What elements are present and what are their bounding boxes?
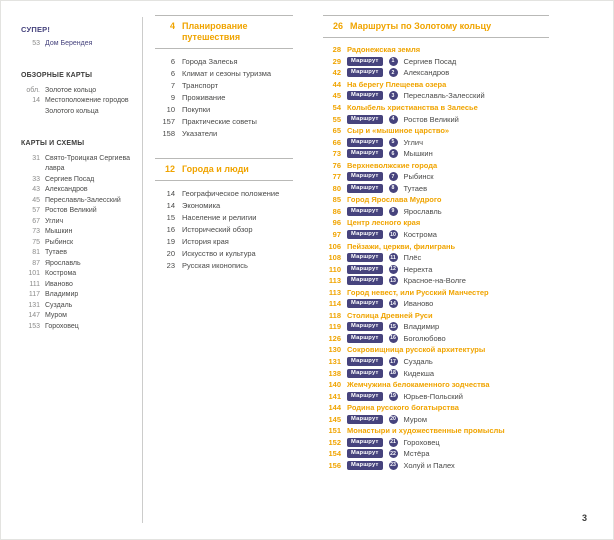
entry-label: Углич (45, 217, 64, 225)
toc-entry (155, 80, 293, 92)
route-entry-row (323, 171, 549, 183)
sidebar-super-section (21, 25, 133, 49)
route-city-label: Кострома (403, 230, 437, 240)
sidebar-entry (21, 154, 133, 175)
entry-page-number: 158 (162, 129, 175, 138)
route-heading-label: Колыбель христианства в Залесье (347, 103, 478, 112)
toc-section-page-number: 12 (164, 164, 175, 174)
route-badge: Маршрут (347, 392, 383, 401)
route-number-circle: 13 (390, 277, 396, 284)
sidebar-section-title: КАРТЫ И СХЕМЫ (21, 140, 85, 147)
entry-page-number: 113 (328, 287, 341, 297)
entry-page-number: 20 (166, 249, 175, 258)
sidebar-entry (21, 238, 133, 249)
route-badge: Маршрут (347, 334, 383, 343)
route-heading-row (323, 102, 549, 114)
route-city-label: Иваново (403, 299, 434, 309)
route-badge: Маршрут (347, 322, 383, 331)
entry-page-number: 110 (328, 264, 341, 274)
route-number-circle: 6 (389, 149, 398, 158)
route-heading-row (323, 159, 549, 171)
entry-page-number: 65 (332, 126, 341, 136)
route-entry-row (323, 263, 549, 275)
route-number-circle: 17 (390, 358, 396, 365)
toc-entry (155, 248, 293, 260)
route-entry-row (323, 229, 549, 241)
entry-page-number: 126 (328, 333, 341, 343)
route-number-circle: 20 (390, 416, 396, 423)
entry-label: Русская иконопись (182, 261, 248, 270)
toc-entry (155, 92, 293, 104)
entry-page-number: 9 (170, 93, 175, 102)
toc-entry (155, 68, 293, 80)
route-number-circle: 16 (390, 335, 396, 342)
route-badge: Маршрут (347, 253, 383, 262)
route-number-circle: 11 (390, 254, 396, 261)
route-badge: Маршрут (347, 299, 383, 308)
entry-label: Города Залесья (182, 57, 238, 66)
entry-page-number: 147 (28, 312, 40, 319)
entry-page-number: 54 (332, 103, 341, 112)
toc-section (155, 15, 293, 140)
route-city-label: Ростов Великий (403, 114, 459, 124)
entry-page-number: 113 (328, 276, 341, 286)
route-number-circle: 3 (389, 91, 398, 100)
entry-page-number: 141 (328, 391, 341, 401)
entry-page-number: 131 (28, 301, 40, 309)
route-city-label: Муром (403, 414, 427, 424)
route-entry-row (323, 67, 549, 79)
sidebar-entry (21, 259, 133, 270)
entry-page-number: 97 (332, 230, 341, 240)
route-heading-label: Монастыри и художественные промыслы (347, 426, 505, 436)
entry-page-number: 81 (32, 249, 40, 256)
entry-label: Географическое положение (182, 189, 280, 198)
route-heading-row (323, 286, 549, 298)
routes-list (323, 44, 549, 471)
entry-label: Транспорт (182, 81, 219, 90)
entry-label: Тутаев (45, 249, 68, 256)
route-heading-label: Город невест, или Русский Манчестер (347, 287, 489, 297)
route-badge: Маршрут (347, 438, 383, 447)
column-divider (142, 17, 143, 523)
entry-label: Золотое кольцо (45, 86, 97, 94)
entry-label: Климат и сезоны туризма (182, 69, 272, 78)
entry-page-number: 29 (332, 56, 341, 66)
route-heading-label: Жемчужина белокаменного зодчества (347, 380, 490, 390)
entry-page-number: 111 (29, 280, 40, 288)
entry-label: Гороховец (45, 322, 79, 330)
toc-items (155, 56, 293, 140)
sidebar-entry (21, 206, 133, 217)
route-heading-row (323, 310, 549, 322)
entry-label: Покупки (182, 105, 211, 114)
entry-page-number: 57 (32, 207, 40, 214)
route-badge: Маршрут (347, 369, 383, 378)
toc-entry (155, 104, 293, 116)
route-number-circle: 18 (390, 370, 396, 377)
route-badge: Маршрут (347, 276, 383, 285)
toc-entry (155, 116, 293, 128)
route-city-label: Переславль-Залесский (403, 91, 485, 101)
entry-page-number: 106 (328, 241, 341, 251)
route-badge: Маршрут (347, 172, 383, 181)
sidebar-entry (21, 280, 133, 291)
route-entry-row (323, 90, 549, 102)
sidebar-sections (21, 71, 133, 332)
entry-page-number: 55 (332, 114, 341, 124)
route-entry-row (323, 148, 549, 160)
entry-label: Дом Берендея (45, 39, 93, 47)
entry-page-number: 7 (170, 81, 175, 90)
entry-label: Местоположение городов Золотого кольца (45, 97, 129, 115)
entry-label: Мышкин (45, 228, 73, 235)
entry-label: Владимир (45, 291, 79, 298)
entry-page-number: 66 (332, 137, 341, 147)
sidebar-entry (21, 196, 133, 207)
route-entry-row (323, 321, 549, 333)
entry-page-number: 53 (32, 39, 40, 47)
routes-section-title: Маршруты по Золотому кольцу (350, 21, 492, 31)
route-city-label: Красное-на-Волге (403, 276, 466, 286)
route-entry-row (323, 448, 549, 460)
route-number-circle: 21 (390, 439, 396, 446)
entry-page-number: 75 (32, 238, 40, 246)
route-entry-row (323, 298, 549, 310)
sidebar-super-items (21, 39, 133, 50)
route-number-circle: 8 (389, 184, 398, 193)
toc-entry (155, 188, 293, 200)
route-number-circle: 12 (390, 266, 396, 273)
entry-label: Переславль-Залесский (45, 196, 121, 204)
entry-page-number: 138 (328, 368, 341, 378)
entry-page-number: 73 (32, 228, 40, 235)
route-number-circle: 10 (390, 231, 396, 238)
entry-page-number: 144 (328, 403, 341, 413)
sidebar-section (21, 71, 133, 117)
route-number-circle: 15 (390, 323, 396, 330)
entry-page-number: 73 (332, 149, 341, 159)
entry-page-number: 131 (328, 357, 341, 367)
entry-page-number: 145 (328, 414, 341, 424)
route-heading-label: Родина русского богатырства (347, 403, 459, 413)
route-badge: Маршрут (347, 449, 383, 458)
sidebar-section-title: ОБЗОРНЫЕ КАРТЫ (21, 72, 93, 79)
route-badge: Маршрут (347, 230, 383, 239)
entry-page-number: обл. (26, 86, 40, 94)
sidebar-entry (21, 322, 133, 333)
entry-page-number: 117 (28, 291, 40, 298)
toc-section-header (155, 15, 293, 49)
route-city-label: Владимир (403, 322, 440, 332)
route-city-label: Александров (403, 68, 450, 78)
entry-page-number: 43 (32, 186, 40, 193)
entry-page-number: 140 (328, 380, 341, 390)
entry-label: Население и религии (182, 213, 257, 222)
toc-entry (155, 56, 293, 68)
entry-page-number: 157 (162, 117, 175, 126)
entry-label: Кострома (45, 270, 77, 277)
entry-label: Сергиев Посад (45, 175, 95, 183)
route-entry-row (323, 206, 549, 218)
entry-page-number: 119 (328, 322, 341, 332)
toc-section-title: Планирование путешествия (182, 21, 248, 42)
toc-column-main (155, 15, 293, 272)
sidebar-entry (21, 227, 133, 238)
route-number-circle: 23 (390, 462, 396, 469)
entry-page-number: 153 (28, 322, 40, 330)
entry-page-number: 19 (166, 237, 175, 246)
entry-label: Свято-Троицкая Сергиева лавра (45, 154, 131, 172)
route-number-circle: 19 (390, 393, 396, 400)
sidebar-entry (21, 86, 133, 97)
entry-label: Александров (45, 186, 88, 193)
toc-section-page-number: 4 (169, 21, 175, 31)
sidebar (21, 25, 133, 332)
entry-page-number: 16 (166, 225, 175, 234)
entry-label: Суздаль (45, 301, 73, 309)
sidebar-entry (21, 301, 133, 312)
route-badge: Маршрут (347, 357, 383, 366)
route-city-label: Суздаль (403, 357, 433, 367)
entry-label: Указатели (182, 129, 218, 138)
entry-page-number: 6 (170, 69, 175, 78)
route-heading-label: На берегу Плещеева озера (347, 79, 447, 89)
route-badge: Маршрут (347, 184, 383, 193)
entry-label: История края (182, 237, 229, 246)
route-badge: Маршрут (347, 115, 383, 124)
route-city-label: Мышкин (403, 149, 433, 159)
entry-page-number: 87 (32, 259, 40, 267)
route-city-label: Углич (403, 137, 423, 147)
route-heading-label: Радонежская земля (347, 45, 421, 55)
route-number-circle: 22 (390, 450, 396, 457)
route-entry-row (323, 356, 549, 368)
route-heading-row (323, 79, 549, 91)
route-heading-row (323, 240, 549, 252)
entry-page-number: 130 (328, 345, 341, 355)
entry-page-number: 45 (332, 91, 341, 101)
route-city-label: Нерехта (403, 264, 433, 274)
entry-page-number: 6 (170, 57, 175, 66)
route-badge: Маршрут (347, 57, 383, 66)
toc-entry (155, 224, 293, 236)
toc-section-header (155, 158, 293, 181)
sidebar-entry (21, 311, 133, 322)
entry-page-number: 10 (166, 105, 175, 114)
entry-page-number: 108 (328, 253, 341, 263)
route-city-label: Мстёра (403, 449, 430, 459)
toc-items (155, 188, 293, 272)
entry-page-number: 96 (332, 218, 341, 228)
entry-page-number: 14 (166, 201, 175, 210)
route-number-circle: 4 (389, 115, 398, 124)
toc-entry (155, 200, 293, 212)
entry-page-number: 77 (332, 172, 341, 182)
entry-label: Искусство и культура (182, 249, 256, 258)
route-number-circle: 5 (389, 138, 398, 147)
route-badge: Маршрут (347, 91, 383, 100)
entry-page-number: 23 (166, 261, 175, 270)
sidebar-entry (21, 269, 133, 280)
route-heading-row (323, 379, 549, 391)
entry-page-number: 85 (332, 195, 341, 205)
entry-label: Рыбинск (45, 238, 74, 246)
entry-page-number: 15 (166, 213, 175, 222)
entry-page-number: 151 (328, 426, 341, 436)
route-number-circle: 2 (389, 68, 398, 77)
entry-page-number: 31 (32, 154, 40, 162)
sidebar-entry (21, 248, 133, 259)
route-heading-row (323, 425, 549, 437)
route-entry-row (323, 460, 549, 472)
entry-label: Проживание (182, 93, 226, 102)
route-entry-row (323, 414, 549, 426)
entry-page-number: 114 (328, 299, 341, 309)
entry-page-number: 101 (28, 270, 40, 277)
route-badge: Маршрут (347, 149, 383, 158)
route-heading-label: Центр лесного края (347, 218, 421, 228)
route-heading-row (323, 194, 549, 206)
toc-entry (155, 212, 293, 224)
toc-entry (155, 128, 293, 140)
entry-page-number: 14 (32, 97, 40, 104)
entry-label: Экономика (182, 201, 221, 210)
route-heading-label: Верхневолжские города (347, 160, 438, 170)
route-entry-row (323, 252, 549, 264)
route-entry-row (323, 136, 549, 148)
entry-page-number: 154 (328, 449, 341, 459)
toc-column-routes (323, 15, 549, 471)
route-city-label: Тутаев (403, 183, 428, 193)
routes-section-header (323, 15, 549, 38)
route-heading-row (323, 44, 549, 56)
sidebar-entry (21, 185, 133, 196)
route-heading-row (323, 402, 549, 414)
route-heading-label: Столица Древней Руси (347, 310, 433, 320)
entry-page-number: 118 (328, 310, 341, 320)
route-city-label: Кидекша (403, 368, 435, 378)
sidebar-entry (21, 290, 133, 301)
route-heading-label: Пейзажи, церкви, филигрань (347, 241, 456, 251)
route-badge: Маршрут (347, 265, 383, 274)
route-heading-row (323, 344, 549, 356)
page-number: 3 (581, 513, 587, 523)
toc-section-title: Города и люди (182, 164, 249, 174)
entry-page-number: 42 (332, 68, 341, 78)
route-badge: Маршрут (347, 207, 383, 216)
entry-label: Ростов Великий (45, 207, 97, 214)
route-city-label: Юрьев-Польский (403, 391, 463, 401)
route-entry-row (323, 56, 549, 68)
entry-page-number: 14 (166, 189, 175, 198)
toc-entry (155, 260, 293, 272)
sidebar-entry (21, 217, 133, 228)
sidebar-super-title: СУПЕР! (21, 25, 51, 34)
route-heading-label: Сыр и «мышиное царство» (347, 126, 450, 136)
route-city-label: Боголюбово (403, 333, 446, 343)
route-entry-row (323, 367, 549, 379)
entry-label: Исторический обзор (182, 225, 253, 234)
route-heading-row (323, 217, 549, 229)
route-entry-row (323, 437, 549, 449)
entry-page-number: 86 (332, 206, 341, 216)
entry-label: Практические советы (182, 117, 257, 126)
entry-page-number: 33 (32, 175, 40, 183)
route-entry-row (323, 113, 549, 125)
route-city-label: Рыбинск (403, 172, 434, 182)
sidebar-section (21, 139, 133, 332)
entry-label: Муром (45, 312, 67, 319)
routes-section-page-number: 26 (332, 21, 343, 31)
route-badge: Маршрут (347, 138, 383, 147)
entry-page-number: 76 (332, 160, 341, 170)
route-heading-row (323, 125, 549, 137)
entry-page-number: 152 (328, 437, 341, 447)
entry-page-number: 80 (332, 183, 341, 193)
route-heading-label: Сокровищница русской архитектуры (347, 345, 486, 355)
sidebar-entry (21, 39, 133, 50)
entry-page-number: 67 (32, 217, 40, 225)
route-badge: Маршрут (347, 415, 383, 424)
route-entry-row (323, 275, 549, 287)
route-badge: Маршрут (347, 461, 383, 470)
sidebar-entry (21, 96, 133, 117)
route-number-circle: 7 (389, 172, 398, 181)
entry-label: Иваново (45, 280, 73, 288)
route-number-circle: 9 (389, 207, 398, 216)
route-number-circle: 14 (390, 300, 396, 307)
entry-page-number: 28 (332, 45, 341, 55)
route-city-label: Гороховец (403, 437, 440, 447)
toc-section (155, 158, 293, 272)
entry-page-number: 156 (328, 460, 341, 470)
toc-entry (155, 236, 293, 248)
route-city-label: Холуй и Палех (403, 460, 455, 470)
route-heading-label: Город Ярослава Мудрого (347, 195, 442, 205)
route-entry-row (323, 390, 549, 402)
route-entry-row (323, 333, 549, 345)
route-city-label: Плёс (403, 253, 422, 263)
route-badge: Маршрут (347, 68, 383, 77)
route-entry-row (323, 183, 549, 195)
entry-label: Ярославль (45, 259, 81, 267)
entry-page-number: 44 (332, 79, 341, 89)
sidebar-entry (21, 175, 133, 186)
route-city-label: Сергиев Посад (403, 56, 457, 66)
entry-page-number: 45 (32, 196, 40, 204)
route-number-circle: 1 (389, 57, 398, 66)
route-city-label: Ярославль (403, 206, 442, 216)
